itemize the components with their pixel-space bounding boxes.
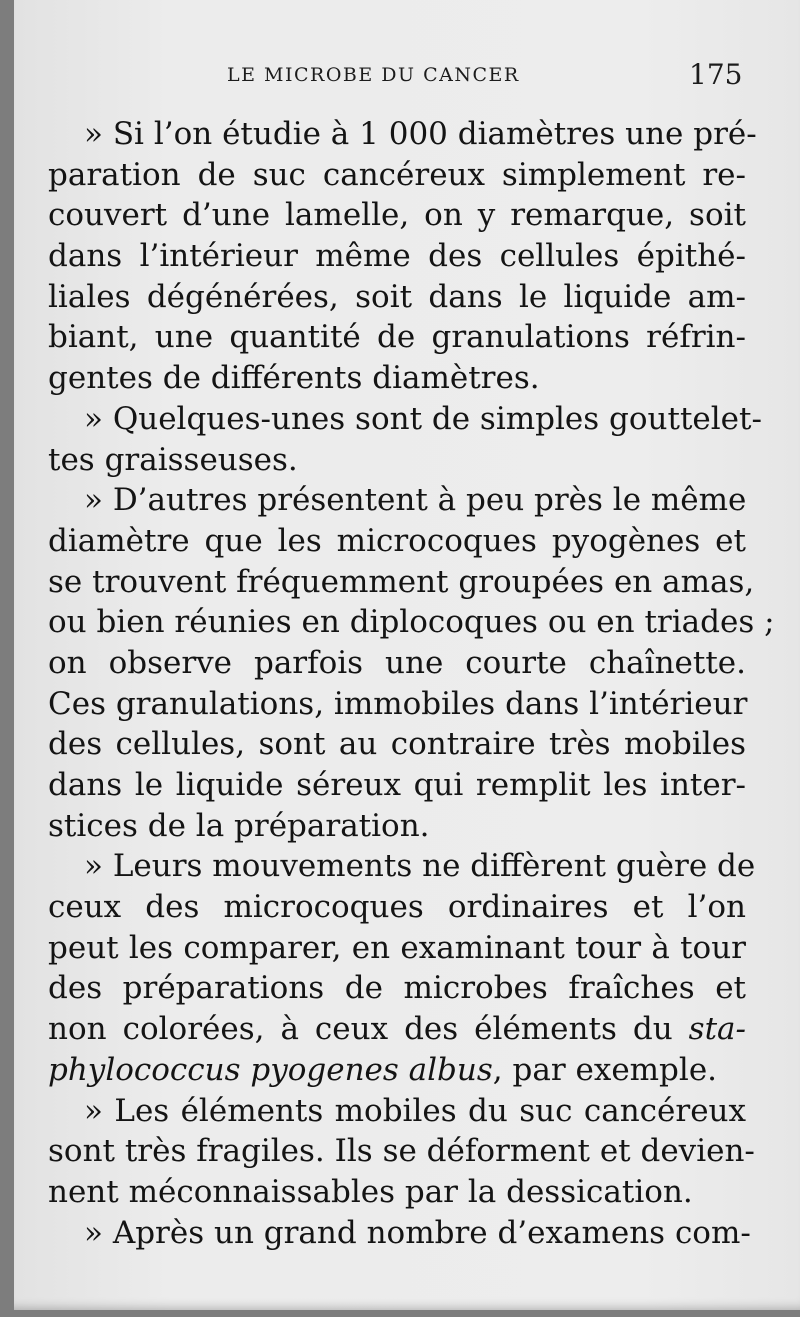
line-text: » Quelques-unes sont de simples gouttelet-: [84, 400, 762, 437]
text-line: [48, 195, 746, 236]
italic-text: sta-: [688, 1011, 746, 1048]
line-text: on observe parfois une courte chaînette.: [48, 644, 746, 681]
text-line: [48, 602, 775, 643]
text-line: [48, 521, 746, 562]
text-line: [48, 562, 755, 603]
body-text: [48, 114, 775, 1253]
line-text: des cellules, sont au contraire très mobiles: [48, 726, 746, 763]
line-text: Ces granulations, immobiles dans l’intérieur: [48, 685, 748, 722]
line-text: dans l’intérieur même des cellules épithé-: [48, 238, 746, 275]
page-number: 175: [689, 58, 743, 91]
text-line: [48, 155, 746, 196]
line-text: dans le liquide séreux qui remplit les inter-: [48, 767, 746, 803]
running-head: [14, 58, 800, 92]
text-line: [48, 480, 746, 521]
text-line: [48, 1091, 746, 1132]
line-text: sont très fragiles. Ils se déforment et devien-: [48, 1133, 755, 1170]
text-line: [48, 724, 746, 765]
line-text: non colorées, à ceux des éléments du: [48, 1011, 673, 1048]
text-line: [48, 114, 757, 155]
line-text: tes graisseuses.: [48, 441, 298, 478]
text-line: [48, 643, 746, 684]
text-line: [48, 1050, 746, 1091]
text-line: [48, 399, 762, 440]
line-text: se trouvent fréquemment groupées en amas,: [48, 563, 755, 600]
text-line: [48, 806, 746, 847]
italic-text: phylococcus pyogenes albus: [48, 1051, 493, 1088]
line-text: ou bien réunies en diplocoques ou en triades ;: [48, 604, 775, 641]
running-title: LE MICROBE DU CANCER: [227, 64, 520, 86]
line-text: » Les éléments mobiles du suc cancéreux: [84, 1092, 746, 1129]
text-line: [48, 317, 746, 358]
text-line: [48, 236, 746, 277]
text-line: [48, 1213, 751, 1254]
line-text: des préparations de microbes fraîches et: [48, 970, 746, 1007]
line-text: » Leurs mouvements ne diffèrent guère de: [84, 848, 756, 885]
text-line: [48, 887, 746, 928]
line-text: gentes de différents diamètres.: [48, 360, 540, 397]
text-line: [48, 684, 746, 725]
text-line: [48, 1009, 746, 1050]
line-text: » Après un grand nombre d’examens com-: [84, 1214, 751, 1251]
line-text: biant, une quantité de granulations réfrin-: [48, 319, 746, 356]
text-line: [48, 277, 746, 318]
text-line: [48, 1131, 755, 1172]
text-line: [48, 1172, 746, 1213]
text-line: [48, 928, 746, 969]
line-text: » D’autres présentent à peu près le même: [84, 482, 747, 519]
line-text: » Si l’on étudie à 1 000 diamètres une pré-: [84, 116, 757, 152]
line-text: peut les comparer, en examinant tour à tour: [48, 929, 746, 966]
line-text: paration de suc cancéreux simplement re-: [48, 156, 746, 193]
line-text: stices de la préparation.: [48, 807, 430, 844]
text-line: [48, 440, 746, 481]
text-line: [48, 358, 746, 399]
line-text: nent méconnaissables par la dessication.: [48, 1173, 693, 1210]
text-line: [48, 968, 746, 1009]
line-text: , par exemple.: [492, 1051, 718, 1088]
line-text: diamètre que les microcoques pyogènes et: [48, 522, 746, 559]
line-text: couvert d’une lamelle, on y remarque, soit: [48, 197, 746, 234]
text-line: [48, 846, 756, 887]
text-line: [48, 765, 746, 806]
line-text: liales dégénérées, soit dans le liquide am-: [48, 278, 746, 315]
book-page: [14, 0, 800, 1310]
line-text: ceux des microcoques ordinaires et l’on: [48, 889, 746, 926]
